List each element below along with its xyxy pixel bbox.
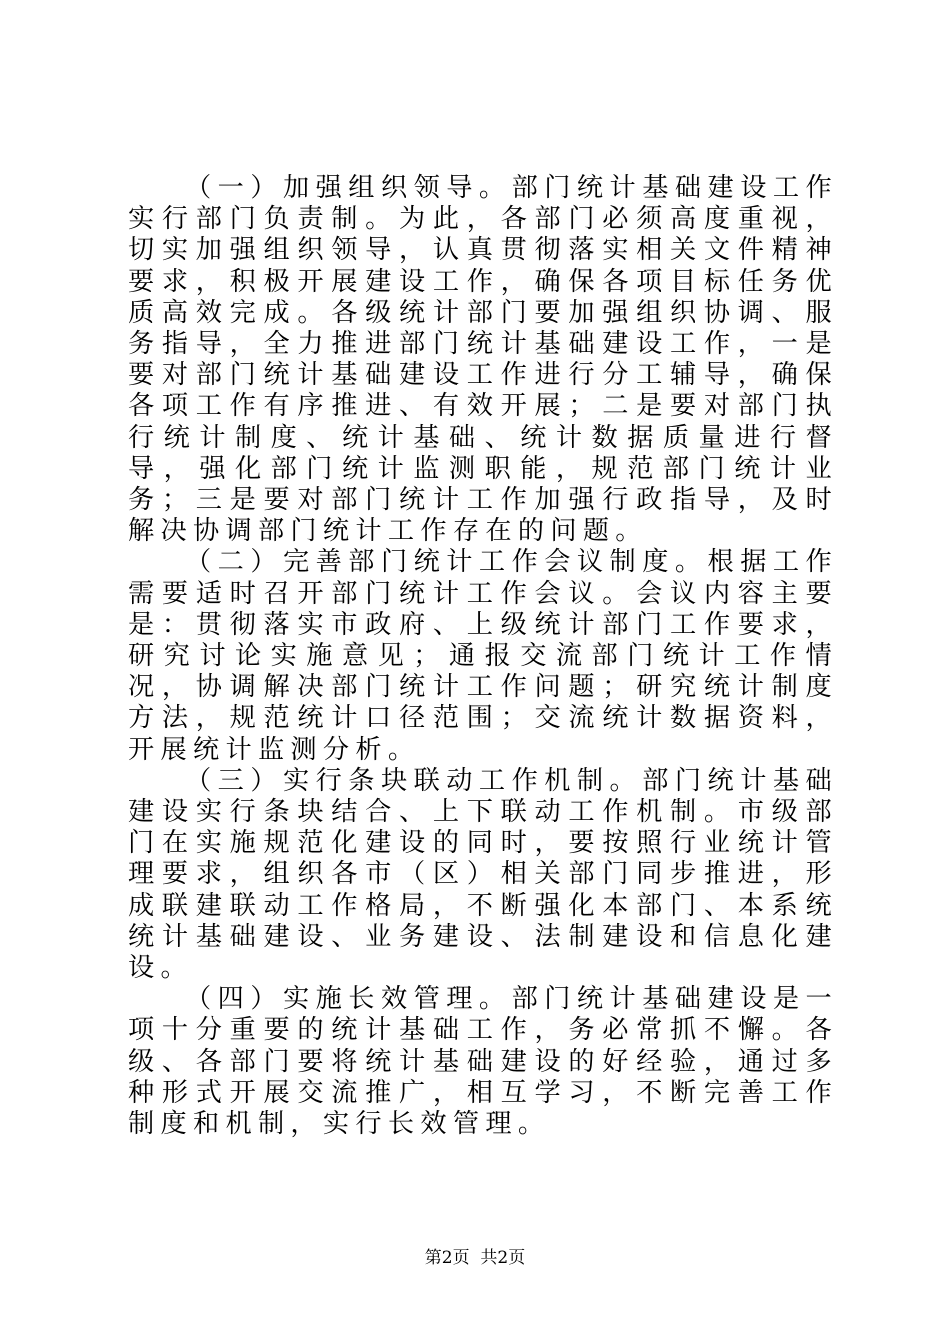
page-number-label: 第2页 共2页 <box>424 1248 526 1268</box>
document-body <box>128 173 838 1140</box>
paragraph-long-term-management: （四）实施长效管理。部门统计基础建设是一项十分重要的统计基础工作，务必常抓不懈。各级、各部门要将统计基础建设的好经验，通过多种形式开展交流推广，相互学习，不断完善工作制度和机制，实行长效管理。 <box>128 984 838 1140</box>
paragraph-meeting-system: （二）完善部门统计工作会议制度。根据工作需要适时召开部门统计工作会议。会议内容主要是：贯彻落实市政府、上级统计部门工作要求，研究讨论实施意见；通报交流部门统计工作情况，协调解决部门统计工作问题；研究统计制度方法，规范统计口径范围；交流统计数据资料，开展统计监测分析。 <box>128 547 838 765</box>
page-footer <box>0 1248 950 1268</box>
paragraph-strengthen-leadership: （一）加强组织领导。部门统计基础建设工作实行部门负责制。为此，各部门必须高度重视，切实加强组织领导，认真贯彻落实相关文件精神要求，积极开展建设工作，确保各项目标任务优质高效完成。各级统计部门要加强组织协调、服务指导，全力推进部门统计基础建设工作，一是要对部门统计基础建设工作进行分工辅导，确保各项工作有序推进、有效开展；二是要对部门执行统计制度、统计基础、统计数据质量进行督导，强化部门统计监测职能，规范部门统计业务；三是要对部门统计工作加强行政指导，及时解决协调部门统计工作存在的问题。 <box>128 173 838 547</box>
paragraph-linkage-mechanism: （三）实行条块联动工作机制。部门统计基础建设实行条块结合、上下联动工作机制。市级部门在实施规范化建设的同时，要按照行业统计管理要求，组织各市（区）相关部门同步推进，形成联建联动工作格局，不断强化本部门、本系统统计基础建设、业务建设、法制建设和信息化建设。 <box>128 765 838 984</box>
